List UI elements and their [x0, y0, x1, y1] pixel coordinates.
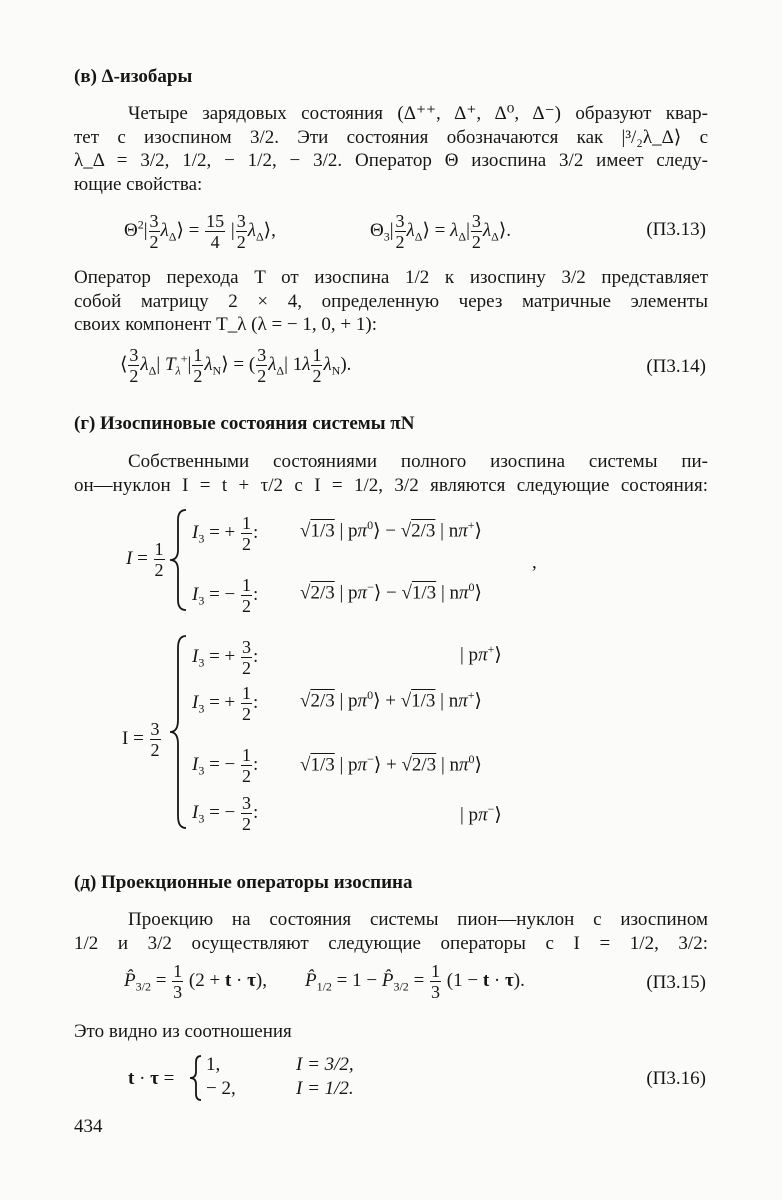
state-row: $I_3$ = − $\frac{3}{2}$ : [192, 793, 259, 834]
text-line: Это видно из соотношения [74, 1021, 292, 1042]
state-row: | pπ+⟩ [460, 642, 502, 666]
text-line: ющие свойства: [74, 173, 203, 195]
text-line: 1/2 и 3/2 осуществляют следующие операторы с I = 1/2, 3/2: [74, 932, 708, 954]
text-line: Собственными состояниями полного изоспина системы пи- [128, 451, 708, 472]
isospin-half-label: I = $\frac{1}{2}$ [126, 539, 164, 580]
paragraph-5 [74, 1020, 708, 1044]
left-brace-icon [188, 1054, 204, 1102]
case-condition: I = 1/2. [296, 1078, 354, 1099]
text-line: Четыре зарядовых состояния (Δ⁺⁺, Δ⁺, Δ⁰, Δ⁻) образуют квар- [128, 103, 708, 124]
case-value: − 2, [206, 1078, 236, 1099]
state-row: $I_3$ = + $\frac{1}{2}$ : [192, 683, 259, 724]
paragraph-1 [74, 102, 708, 196]
text-line: Оператор перехода T от изоспина 1/2 к изоспину 3/2 представляет [74, 267, 708, 288]
text-line: λ_Δ = 3/2, 1/2, − 1/2, − 3/2. Оператор Θ изоспина 3/2 имеет следу- [74, 150, 708, 171]
equation-14: ⟨ $\frac{3}{2}$ $\lambda_\Delta|$ $T_\lambda^+|$ $\frac{1}{2}$ $\lambda_N⟩$ = ( $\frac{3}{2}$ $\lambda_\Delta|$ 1λ $\frac{1}{2}$ $\lambda_N$). [120, 345, 352, 386]
left-brace-icon [168, 508, 190, 612]
state-row: $I_3$ = + $\frac{1}{2}$ : [192, 513, 259, 554]
paragraph-4 [74, 908, 708, 955]
isospin-three-half-label: I = $\frac{3}{2}$ [122, 719, 160, 760]
state-row: √2/3 | $p\pi^0⟩ + √1/3$ | nπ+⟩ [300, 688, 482, 712]
equation-15: $P̂_{3/2}$ = $\frac{1}{3}$ (2 + t · τ), $P̂_{1/2} = 1$ − $P̂_{3/2}$ = $\frac{1}{3}$ (1 − t · τ). [124, 961, 525, 1002]
left-brace-icon [168, 634, 190, 830]
section-heading-v: (в) Δ-изобары [74, 66, 193, 87]
equation-13-right: $\Theta_3|$ $\frac{3}{2}$ $\lambda_\Delta⟩ = \lambda_\Delta|$ $\frac{3}{2}$ $\lambda_\Delta⟩$. [370, 211, 512, 252]
equation-13-left: $\Theta^2|$ $\frac{3}{2}$ $\lambda_\Delta⟩$ = $\frac{15}{4}$ | $\frac{3}{2}$ $\lambda_\Delta⟩$, [124, 211, 276, 252]
section-heading-d: (д) Проекционные операторы изоспина [74, 872, 413, 893]
text-line: своих компонент T_λ (λ = − 1, 0, + 1): [74, 314, 377, 335]
paragraph-2 [74, 266, 708, 337]
state-row: $I_3$ = − $\frac{1}{2}$ : [192, 745, 259, 786]
state-row: $I_3$ = − $\frac{1}{2}$ : [192, 575, 259, 616]
text-line: тет с изоспином 3/2. Эти состояния обозначаются как |³/₂λ_Δ⟩ с [74, 126, 708, 148]
text-line: он—нуклон I = t + τ/2 с I = 1/2, 3/2 являются следующие состояния: [74, 474, 708, 496]
equation-number: (П3.16) [646, 1068, 706, 1089]
state-row: √1/3 | $p\pi^0⟩ - √2/3$ | nπ+⟩ [300, 518, 482, 542]
case-condition: I = 3/2, [296, 1054, 354, 1075]
state-row: √2/3 | pπ−⟩ − √1/3 | $n\pi^0⟩$ [300, 580, 482, 604]
state-row: √1/3 | pπ−⟩ + √2/3 | $n\pi^0⟩$ [300, 752, 482, 776]
text-line: собой матрицу 2 × 4, определенную через матричные элементы [74, 290, 708, 312]
page-number: 434 [74, 1116, 103, 1137]
case-value: 1, [206, 1054, 221, 1075]
text-line: Проекцию на состояния системы пион—нуклон с изоспином [128, 909, 708, 930]
equation-number: (П3.13) [646, 219, 706, 240]
state-row: | pπ−⟩ [460, 802, 502, 826]
equation-16-lhs: t · τ = [128, 1068, 175, 1089]
state-row: $I_3$ = + $\frac{3}{2}$ : [192, 637, 259, 678]
comma: , [532, 552, 537, 573]
section-heading-g: (г) Изоспиновые состояния системы πN [74, 413, 415, 434]
equation-number: (П3.14) [646, 356, 706, 377]
paragraph-3 [74, 450, 708, 497]
equation-number: (П3.15) [646, 972, 706, 993]
